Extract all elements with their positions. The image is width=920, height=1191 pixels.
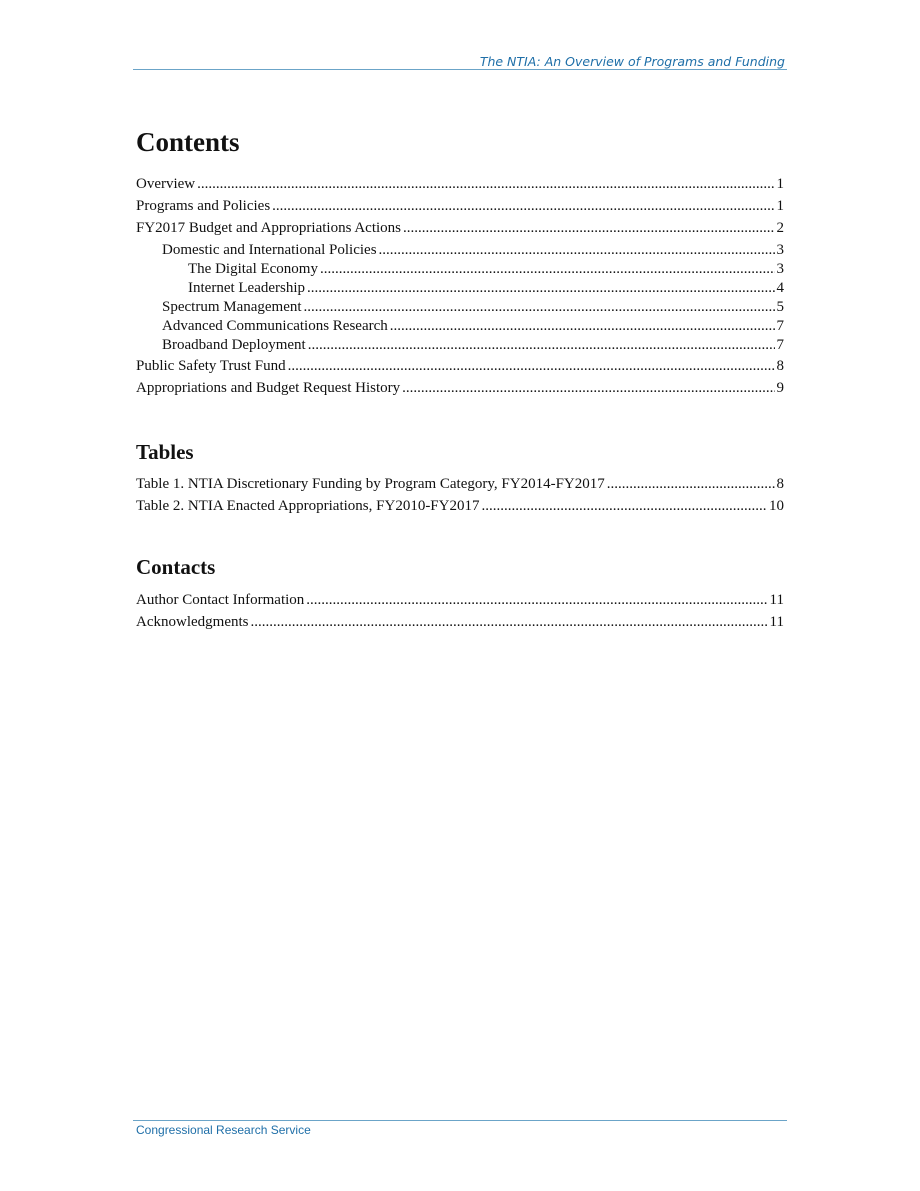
header-divider (133, 69, 787, 70)
contents-heading: Contents (136, 127, 240, 157)
toc-page-number: 5 (776, 299, 784, 315)
toc-entry-label: Spectrum Management (162, 299, 302, 315)
dot-leader (390, 317, 775, 335)
toc-page-number: 7 (776, 318, 784, 334)
toc-entry-broadband-deployment[interactable] (136, 336, 784, 354)
toc-entry-label: Programs and Policies (136, 198, 271, 214)
toc-entry-label: Advanced Communications Research (162, 318, 388, 334)
dot-leader (197, 175, 774, 193)
dot-leader (272, 197, 774, 215)
dot-leader (481, 497, 767, 515)
toc-entry-table-2[interactable] (136, 497, 784, 515)
toc-entry-label: Public Safety Trust Fund (136, 358, 286, 374)
toc-entry-label: Broadband Deployment (162, 337, 306, 353)
toc-entry-label: Appropriations and Budget Request History (136, 380, 401, 396)
toc-entry-acknowledgments[interactable] (136, 613, 784, 631)
toc-page-number: 9 (776, 380, 784, 396)
dot-leader (607, 475, 775, 493)
toc-entry-label: The Digital Economy (188, 261, 318, 277)
dot-leader (402, 379, 774, 397)
toc-entry-label: Internet Leadership (188, 280, 306, 296)
dot-leader (308, 336, 775, 354)
toc-entry-label: Overview (136, 176, 196, 192)
dot-leader (320, 260, 775, 278)
toc-entry-domestic-international-policies[interactable] (136, 241, 784, 259)
toc-page-number: 2 (776, 220, 784, 236)
footer-divider (133, 1120, 787, 1121)
toc-entry-label: Table 2. NTIA Enacted Appropriations, FY2010-FY2017 (136, 498, 480, 514)
toc-page-number: 8 (776, 476, 784, 492)
dot-leader (306, 591, 767, 609)
tables-heading: Tables (136, 440, 194, 464)
toc-entry-overview[interactable] (136, 175, 784, 193)
toc-page-number: 3 (776, 242, 784, 258)
toc-entry-fy2017-budget[interactable] (136, 219, 784, 237)
toc-entry-label: FY2017 Budget and Appropriations Actions (136, 220, 401, 236)
dot-leader (403, 219, 775, 237)
toc-entry-table-1[interactable] (136, 475, 784, 493)
toc-page-number: 4 (776, 280, 784, 296)
toc-page-number: 10 (769, 498, 784, 514)
toc-entry-author-contact[interactable] (136, 591, 784, 609)
toc-entry-label: Domestic and International Policies (162, 242, 377, 258)
toc-entry-appropriations-history[interactable] (136, 379, 784, 397)
running-header-title: The NTIA: An Overview of Programs and Funding (479, 54, 785, 69)
toc-page-number: 8 (776, 358, 784, 374)
toc-page-number: 11 (769, 592, 784, 608)
dot-leader (288, 357, 775, 375)
contacts-list (136, 591, 784, 631)
toc-entry-digital-economy[interactable] (136, 260, 784, 278)
toc-entry-public-safety-trust-fund[interactable] (136, 357, 784, 375)
contents-list (136, 175, 784, 397)
toc-entry-label: Acknowledgments (136, 614, 249, 630)
dot-leader (307, 279, 774, 297)
toc-page-number: 7 (776, 337, 784, 353)
dot-leader (304, 298, 775, 316)
toc-entry-programs-and-policies[interactable] (136, 197, 784, 215)
toc-entry-internet-leadership[interactable] (136, 279, 784, 297)
toc-entry-label: Table 1. NTIA Discretionary Funding by Program Category, FY2014-FY2017 (136, 476, 605, 492)
toc-page-number: 1 (776, 176, 784, 192)
toc-page-number: 11 (769, 614, 784, 630)
dot-leader (379, 241, 775, 259)
toc-entry-spectrum-management[interactable] (136, 298, 784, 316)
dot-leader (250, 613, 767, 631)
contacts-heading: Contacts (136, 555, 216, 579)
footer-publisher: Congressional Research Service (136, 1123, 311, 1137)
toc-entry-advanced-communications-research[interactable] (136, 317, 784, 335)
toc-entry-label: Author Contact Information (136, 592, 305, 608)
tables-list (136, 475, 784, 515)
toc-page-number: 3 (776, 261, 784, 277)
toc-page-number: 1 (776, 198, 784, 214)
